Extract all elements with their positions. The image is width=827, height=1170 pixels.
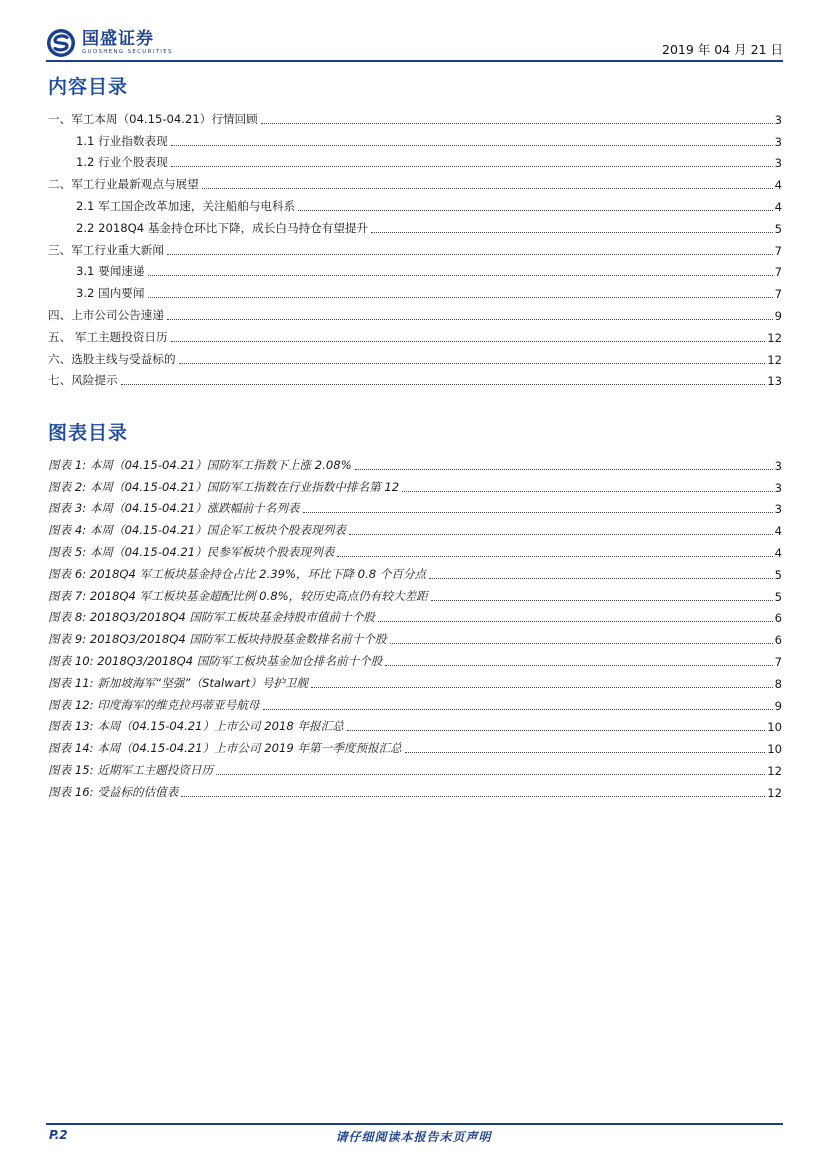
toc-entry-page: 13 [767,374,782,389]
toc-entry-page: 5 [774,221,782,236]
toc-entry[interactable] [48,713,782,735]
toc-entry-title: 图表 4: 本周（04.15-04.21）国企军工板块个股表现列表 [48,523,346,538]
toc-entry-page: 3 [774,502,782,517]
toc-entry-page: 6 [774,633,782,648]
toc-entry[interactable] [48,778,782,800]
toc-entry-page: 10 [767,742,782,757]
toc-entry-title: 图表 16: 受益标的估值表 [48,784,179,799]
toc-entry-title: 图表 1: 本周（04.15-04.21）国防军工指数下上涨 2.08% [48,457,352,472]
toc-entry-title: 三、军工行业重大新闻 [48,242,164,257]
toc-entry-title: 1.1 行业指数表现 [76,133,168,148]
toc-entry-title: 图表 6: 2018Q4 军工板块基金持仓占比 2.39%，环比下降 0.8 个百分点 [48,566,427,581]
toc-entry-page: 3 [774,156,782,171]
toc-leader-dots [371,230,773,233]
page-header [46,26,783,60]
toc-entry[interactable] [48,127,782,149]
toc-entry-title: 二、军工行业最新观点与展望 [48,177,199,192]
toc-entry[interactable] [48,279,782,301]
toc-entry[interactable] [48,625,782,647]
toc-entry-page: 5 [774,589,782,604]
toc-leader-dots [167,317,773,320]
toc-entry-page: 4 [774,199,782,214]
toc-entry-title: 图表 3: 本周（04.15-04.21）涨跌幅前十名列表 [48,501,300,516]
toc-entry[interactable] [48,149,782,171]
toc-entry[interactable] [48,367,782,389]
toc-entry-title: 图表 10: 2018Q3/2018Q4 国防军工板块基金加仓排名前十个股 [48,653,383,668]
toc-leader-dots [298,208,772,211]
toc-leader-dots [261,121,773,124]
toc-entry-title: 图表 5: 本周（04.15-04.21）民参军板块个股表现列表 [48,544,335,559]
toc-entry-page: 10 [767,720,782,735]
toc-entry[interactable] [48,473,782,495]
toc-leader-dots [202,186,773,189]
toc-entry[interactable] [48,669,782,691]
toc-entry[interactable] [48,214,782,236]
toc-entry[interactable] [48,451,782,473]
header-divider [46,60,783,62]
toc-entry-page: 3 [774,134,782,149]
toc-entry-page: 9 [774,308,782,323]
toc-leader-dots [390,641,773,644]
toc-entry-page: 3 [774,458,782,473]
toc-leader-dots [148,295,773,298]
toc-entry-title: 一、军工本周（04.15-04.21）行情回顾 [48,111,258,126]
toc-entry-title: 四、上市公司公告速递 [48,307,164,322]
toc-entry-title: 五、 军工主题投资日历 [48,329,168,344]
toc-entry[interactable] [48,236,782,258]
report-date: 2019 年 04 月 21 日 [662,42,783,57]
toc-entry[interactable] [48,604,782,626]
toc-entry-title: 3.2 国内要闻 [76,286,145,301]
page-number: P.2 [49,1128,68,1142]
toc-entry-title: 图表 14: 本周（04.15-04.21）上市公司 2019 年第一季度预报汇总 [48,741,402,756]
toc-leader-dots [171,339,766,342]
toc-leader-dots [148,273,773,276]
company-logo [46,26,173,60]
toc-entry-page: 6 [774,611,782,626]
toc-entry-page: 4 [774,524,782,539]
toc-leader-dots [349,532,773,535]
toc-entry[interactable] [48,301,782,323]
figures-list [48,451,782,800]
toc-entry-title: 图表 13: 本周（04.15-04.21）上市公司 2018 年报汇总 [48,719,344,734]
toc-entry-page: 12 [767,785,782,800]
toc-leader-dots [337,554,772,557]
toc-leader-dots [263,707,773,710]
toc-entry[interactable] [48,560,782,582]
toc-entry[interactable] [48,170,782,192]
toc-entry-title: 七、风险提示 [48,373,118,388]
toc-entry-page: 4 [774,545,782,560]
toc-entry-title: 3.1 要闻速递 [76,264,145,279]
contents-title: 内容目录 [48,76,129,98]
toc-leader-dots [311,685,773,688]
toc-entry-page: 4 [774,178,782,193]
toc-entry-page: 7 [774,265,782,280]
toc-entry-page: 7 [774,243,782,258]
toc-entry-title: 图表 7: 2018Q4 军工板块基金超配比例 0.8%，较历史高点仍有较大差距 [48,588,428,603]
toc-entry[interactable] [48,691,782,713]
toc-leader-dots [355,467,773,470]
toc-leader-dots [179,361,766,364]
toc-entry-title: 图表 15: 近期军工主题投资日历 [48,762,214,777]
toc-entry-page: 12 [767,352,782,367]
toc-entry-title: 图表 12: 印度海军的维克拉玛蒂亚号航母 [48,697,260,712]
toc-leader-dots [402,489,772,492]
guosheng-logo-icon [46,28,76,58]
toc-leader-dots [181,794,765,797]
toc-entry-page: 8 [774,676,782,691]
footer-divider [46,1123,783,1125]
toc-leader-dots [347,728,765,731]
toc-entry-page: 7 [774,287,782,302]
toc-entry-page: 12 [767,330,782,345]
toc-entry[interactable] [48,538,782,560]
toc-entry-title: 2.1 军工国企改革加速，关注船舶与电科系 [76,198,296,213]
toc-entry-title: 图表 9: 2018Q3/2018Q4 国防军工板块持股基金数排名前十个股 [48,632,387,647]
toc-leader-dots [429,576,772,579]
toc-leader-dots [216,772,765,775]
toc-leader-dots [303,510,773,513]
toc-entry-title: 1.2 行业个股表现 [76,155,168,170]
toc-entry[interactable] [48,495,782,517]
toc-entry-title: 2.2 2018Q4 基金持仓环比下降，成长白马持仓有望提升 [76,220,369,235]
toc-entry-page: 9 [774,698,782,713]
toc-entry[interactable] [48,647,782,669]
toc-entry-title: 图表 2: 本周（04.15-04.21）国防军工指数在行业指数中排名第 12 [48,479,400,494]
toc-leader-dots [385,663,772,666]
toc-entry[interactable] [48,734,782,756]
toc-entry-page: 3 [774,480,782,495]
toc-entry-page: 7 [774,654,782,669]
toc-entry[interactable] [48,345,782,367]
footer-disclaimer: 请仔细阅读本报告末页声明 [335,1130,492,1144]
toc-entry-title: 六、选股主线与受益标的 [48,351,176,366]
toc-leader-dots [171,164,773,167]
logo-chinese-name: 国盛证券 [82,28,154,49]
toc-leader-dots [431,598,773,601]
toc-entry[interactable] [48,258,782,280]
toc-leader-dots [378,619,773,622]
toc-entry-title: 图表 11: 新加坡海军“坚强”（Stalwart）号护卫舰 [48,675,309,690]
toc-leader-dots [167,252,773,255]
toc-entry-page: 3 [774,112,782,127]
toc-entry[interactable] [48,756,782,778]
figures-title: 图表目录 [48,422,129,444]
toc-entry[interactable] [48,323,782,345]
toc-entry-page: 12 [767,763,782,778]
toc-entry-page: 5 [774,567,782,582]
toc-entry[interactable] [48,192,782,214]
toc-entry-title: 图表 8: 2018Q3/2018Q4 国防军工板块基金持股市值前十个股 [48,610,375,625]
logo-english-name: GUOSHENG SECURITIES [82,48,173,55]
toc-entry[interactable] [48,105,782,127]
toc-leader-dots [121,382,766,385]
toc-leader-dots [405,750,765,753]
toc-leader-dots [171,143,773,146]
toc-entry[interactable] [48,516,782,538]
toc-entry[interactable] [48,582,782,604]
contents-list [48,105,782,388]
